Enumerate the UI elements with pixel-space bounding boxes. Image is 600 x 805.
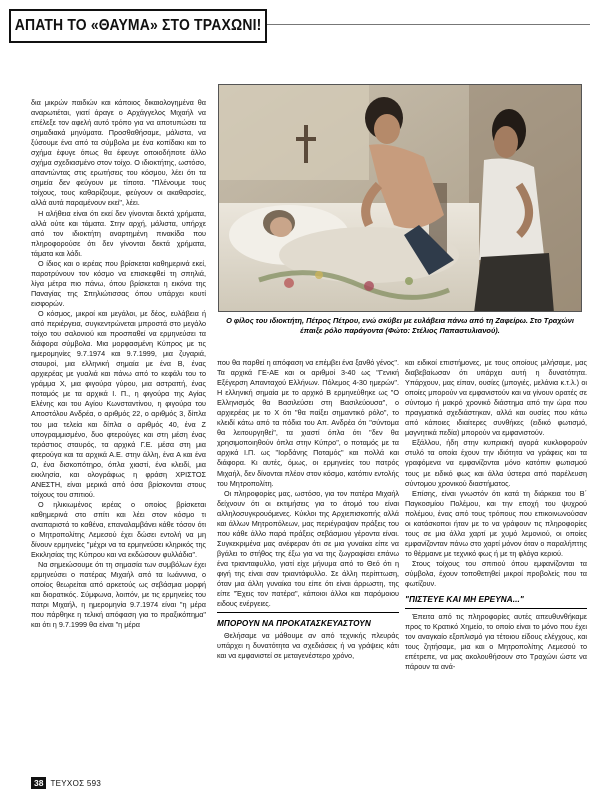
issue-number: ΤΕΥΧΟΣ 593 <box>50 778 102 788</box>
page-footer <box>31 777 101 789</box>
paragraph: Ο ίδιος και ο ιερέας που βρίσκεται καθημερινά εκεί, παροτρύνουν τον κόσμο να επισκεφθεί τη σπηλιά, λίγα μέτρα πιο πάνω, όπου βρίσκεται η εικόνα της Παναγίας της Σπηλιώτισσας όπου υπάρχει κουτί εισφορών. <box>31 258 206 308</box>
column-2 <box>217 358 399 788</box>
paragraph: δια μικρών παιδιών και κάποιος δικαιολογημένα θα αναρωτιέται, γιατί άραγε ο Αρχάγγελος Μιχαήλ να επέλεξε τον αφελή αυτό τρόπο για να αποτυπώσει τα σημαδιακά μηνύματα. Προσθαθήσαμε, μάλιστα, να ξύσουμε ένα από τα σύμβολα με ένα κοπίδακι και το σχήμα έφυγε όπως θα έφευγε οποιοδήποτε άλλο σχήμα σχεδιασμένο στον τοίχο. Ο ιδιοκτήτης, ωστόσο, απαντώντας στις ερωτήσεις του κόσμου, λέει ότι τα σημεία δεν φεύγουν με τίποτα. "Πλένουμε τους τοίχους, τους καθαρίζουμε, φεύγουν οι ακαθαρσίες, αλλά αυτά παραμένουν εκεί", λέει. <box>31 98 206 208</box>
article-photo <box>218 84 582 312</box>
paragraph: Ο ηλικιωμένος ιερέας ο οποίος βρίσκεται καθημερινά στο σπίτι και λέει στον κόσμο τι αναπαριστά το καθένα, επαναλαμβάνει κάθε τόσον ότι ο Μητροπολίτης Λεμεσού έχει δώσει εντολή να μη δίνουν ερμηνείες "μέχρι να τα ερμηνεύσει κληρικός της Εκκλησίας της Κύπρου και να εκδώσουν φυλλάδια". <box>31 499 206 560</box>
headline: ΑΠΑΤΗ ΤΟ «ΘΑΥΜΑ» ΣΤΟ ΤΡΑΧΩΝΙ! <box>14 17 262 34</box>
caption-line: έπαιξε ρόλο παράγοντα (Φώτο: Στέλιος Παπαστυλιανού). <box>300 325 500 335</box>
section-rule <box>405 608 587 609</box>
subheading: ΜΠΟΡΟΥΝ ΝΑ ΠΡΟΚΑΤΑΣΚΕΥΑΣΤΟΥΝ <box>217 619 371 629</box>
paragraph: που θα παρθεί η απόφαση να επέμβει ένα ξανθό γένος". Τα αρχικά ΓΕ-ΑΕ και οι αριθμοί 3-40 ως "Γενική Εξέγερση Απανταχού Ελλήνων. Πόλεμος 4-30 ημερών". Η ελληνική σημαία με το αρχικό Β ερμηνεύθηκε ως "Ο Ελληνισμός θα Βασιλεύσει στη Βασιλεύουσα", ο αρχιερέας με το Χ ότι "θα παίξει σημαντικό ρόλο", το κλειδί κάτω από τα πόδια του Απ. Ανδρέα ότι "σύντομα θα λειτουργηθεί", τα χιαστί όπλα ότι "δεν θα χρησιμοποιηθούν όπλα στην Κύπρο", ο ποταμός με τα αρχικά Ι.Π. ως "Ιορδάνης Ποταμός" και πολλά και διάφορα. Κι αυτές, όμως, οι ερμηνείες του πατρός Μιχαήλ, δεν δίνονται πλέον στον κόσμο, κατόπιν εντολής του Μητροπολίτη. <box>217 358 399 488</box>
paragraph: και ειδικοί επιστήμονες, με τους οποίους μιλήσαμε, μας διαβεβαίωσαν ότι υπάρχει αυτή η δυνατότητα. Υπάρχουν, μας είπαν, ουσίες (μπογιές, μελάνια κ.τ.λ.) οι οποίες μπορούν να εμφανιστούν και να γίνουν ορατές σε σύντομο ή μακρό χρονικό διάστημα από την ώρα που πραγματικά σχεδιάστηκαν, αλλά και ουσίες που κάτω από κάποιες ιδιαίτερες συνθήκες (ειδικό φωτισμό, μαγνητικά πεδία) μπορούν να εμφανιστούν. <box>405 358 587 438</box>
paragraph: Να σημειώσουμε ότι τη σημασία των συμβόλων έχει ερμηνεύσει ο πατέρας Μιχαήλ από τα Ιωάννινα, ο οποίος θεωρείται από αρκετούς ως σεβάσμια μορφή και διορατικός. Σύμφωνα, λοιπόν, με τις ερμηνείες του πατρι Μιχαήλ, η ημερομηνία 9.7.1974 είναι "η μέρα που πάρθηκε η τελική απόφαση για το πραξικόπημα" και ότι η 9.7.1999 θα είναι "η μέρα <box>31 560 206 630</box>
header-rule <box>267 24 590 25</box>
paragraph: Ο κόσμος, μικροί και μεγάλοι, με δέος, ευλάβεια ή από περιέργεια, συγκεντρώνεται μπροστά στο μεγάλο τοίχο του σαλονιού και προσπαθεί να ερμηνεύσει τα διάφορα σύμβολα. Μια μορφασμένη Κύπρος με τις ημερομηνίες 9.7.1974 και 9.7.1999, μια ζυγαριά, σταυροί, μια ελληνική σημαία με ένα Β, ένας αρχιερέας με γυαλιά και πάνω από το κεφάλι του το γράμμα Χ, μια φιγούρα γύρου, μια αστραπή, ένας ποταμός με τα αρχικά Ι. Π., η φιγούρα της Αγίας Ελένης και του Αγίου Κωνσταντίνου, η φιγούρα του Αποστόλου Ανδρέα, ο αριθμός 22, ο αριθμός 3, δίπλα του μια τελεία και δίπλα ο αριθμός 40, ένα Ζ υπογραμμισμένο, δυο φτερούγες και στη μέση ένας τεράστιος σταυρός, τα αρχικά Γ.Ε. μέσα στη μια φτερούγα και τα αρχικά Α.Ε. στην άλλη, ένα Α και ένα Ω, ένα δισκοπότηρο, όπλα χιαστί, ένα κλειδί, μια εκκλησία, και ολογράφως η φράση ΧΡΙΣΤΟΣ ΑΝΕΣΤΗ, είναι μερικά από όσα βρίσκονται στους τοίχους του σπιτιού. <box>31 308 206 499</box>
section-rule <box>217 612 399 613</box>
page-number: 38 <box>31 777 46 789</box>
paragraph: Στους τοίχους του σπιτιού όπου εμφανίζονται τα σύμβολα, έχουν τοποθετηθεί μικροί προβολείς που τα φωτίζουν. <box>405 558 587 589</box>
photo-illustration <box>219 85 582 312</box>
column-3 <box>405 358 587 788</box>
headline-box <box>9 9 267 43</box>
column-1 <box>31 98 206 745</box>
caption-line: Ο φίλος του ιδιοκτήτη, Πέτρος Πέτρου, ενώ σκύβει με ευλάβεια πάνω από τη Ζαφείρω. Στο Τραχώνι <box>226 316 574 325</box>
paragraph: Θελήσαμε να μάθουμε αν από τεχνικής πλευράς υπάρχει η δυνατότητα να σχεδιάσεις ή να γράψεις κάτι και να εμφανιστεί σε μεταγενέστερο χρόνο, <box>217 631 399 661</box>
subheading: "ΠΙΣΤΕΥΕ ΚΑΙ ΜΗ ΕΡΕΥΝΑ..." <box>405 595 524 605</box>
photo-caption <box>218 316 582 335</box>
paragraph: Έπειτα από τις πληροφορίες αυτές απευθυνθήκαμε προς το Κρατικό Χημείο, το οποίο είναι το μόνο που έχει τον αναγκαίο εξοπλισμό για τέτοιου είδους ελέγχους, και τους ζητήσαμε, μια και ο Μητροπολίτης Λεμεσού το επέτρεπε, να μας ακολουθήσουν στο Τραχώνι ώστε να πάρουν τα ανά- <box>405 612 587 672</box>
paragraph: Οι πληροφορίες μας, ωστόσο, για τον πατέρα Μιχαήλ δείχνουν ότι οι εκτιμήσεις για το άτομό του είναι αλληλοσυγκρουόμενες. Κύκλοι της Αρχιεπισκοπής αλλά και άλλων Μητροπόλεων, μας περιέγραψαν πράξεις του που κάθε άλλο παρά πράξεις σεβάσμιου γέροντα είναι. Συγκεκριμένα μας ανέφεραν ότι σε μια γυναίκα είπε να βγάλει το στήθος της έξω για να της ζωγραφίσει επάνω ένα τριανταφυλλο, γιατί είχε μήνυμα από το Θεό ότι η φιγή της είναι σαν τριαντάφυλλο. Σε άλλη περίπτωση, όταν μια άλλη γυναίκα του είπε ότι είναι άρρωστη, της είπε "Έχεις τον πατέρα", κάποιοι άλλοι και παρόμοιου ειδους ενέργειες. <box>217 488 399 609</box>
paragraph: Εξάλλου, ήδη στην κυπριακή αγορά κυκλοφορούν στυλό τα οποία έχουν την ιδιότητα να γράφεις και τα γραφόμενα να εμφανίζονται μόνο κατόπιν φωτισμού τους με ειδικό φως και άλλα ύστερα από παρέλευση σύντομου χρονικού διαστήματος. <box>405 438 587 488</box>
paragraph: Η αλήθεια είναι ότι εκεί δεν γίνονται δεκτά χρήματα, αλλά ούτε και τάματα. Στην αρχή, μάλιστα, υπήρχε από τον ιδιοκτήτη αναρτημένη πινακίδα που πληροφορούσε ότι δεν γίνονται δεκτά χρήματα, τάματα και λάδι. <box>31 208 206 258</box>
paragraph: Επίσης, είναι γνωστόν ότι κατά τη διάρκεια του Β΄ Παγκοσμίου Πολέμου, και την εποχή του ψυχρού πολέμου, ένας από τους τρόπους που επικοινωνούσαν οι κατάσκοποι ήταν με το να γράφουν τις πληροφορίες τους σε μια άλλα χαρτί με χυμό λεμονιού, οι οποίες εμφανίζονταν πάνω στο χαρτί μόνον όταν ο παραλήπτης το θέρμαινε με τεχνικό φως ή με τη φλόγα κεριού. <box>405 488 587 558</box>
